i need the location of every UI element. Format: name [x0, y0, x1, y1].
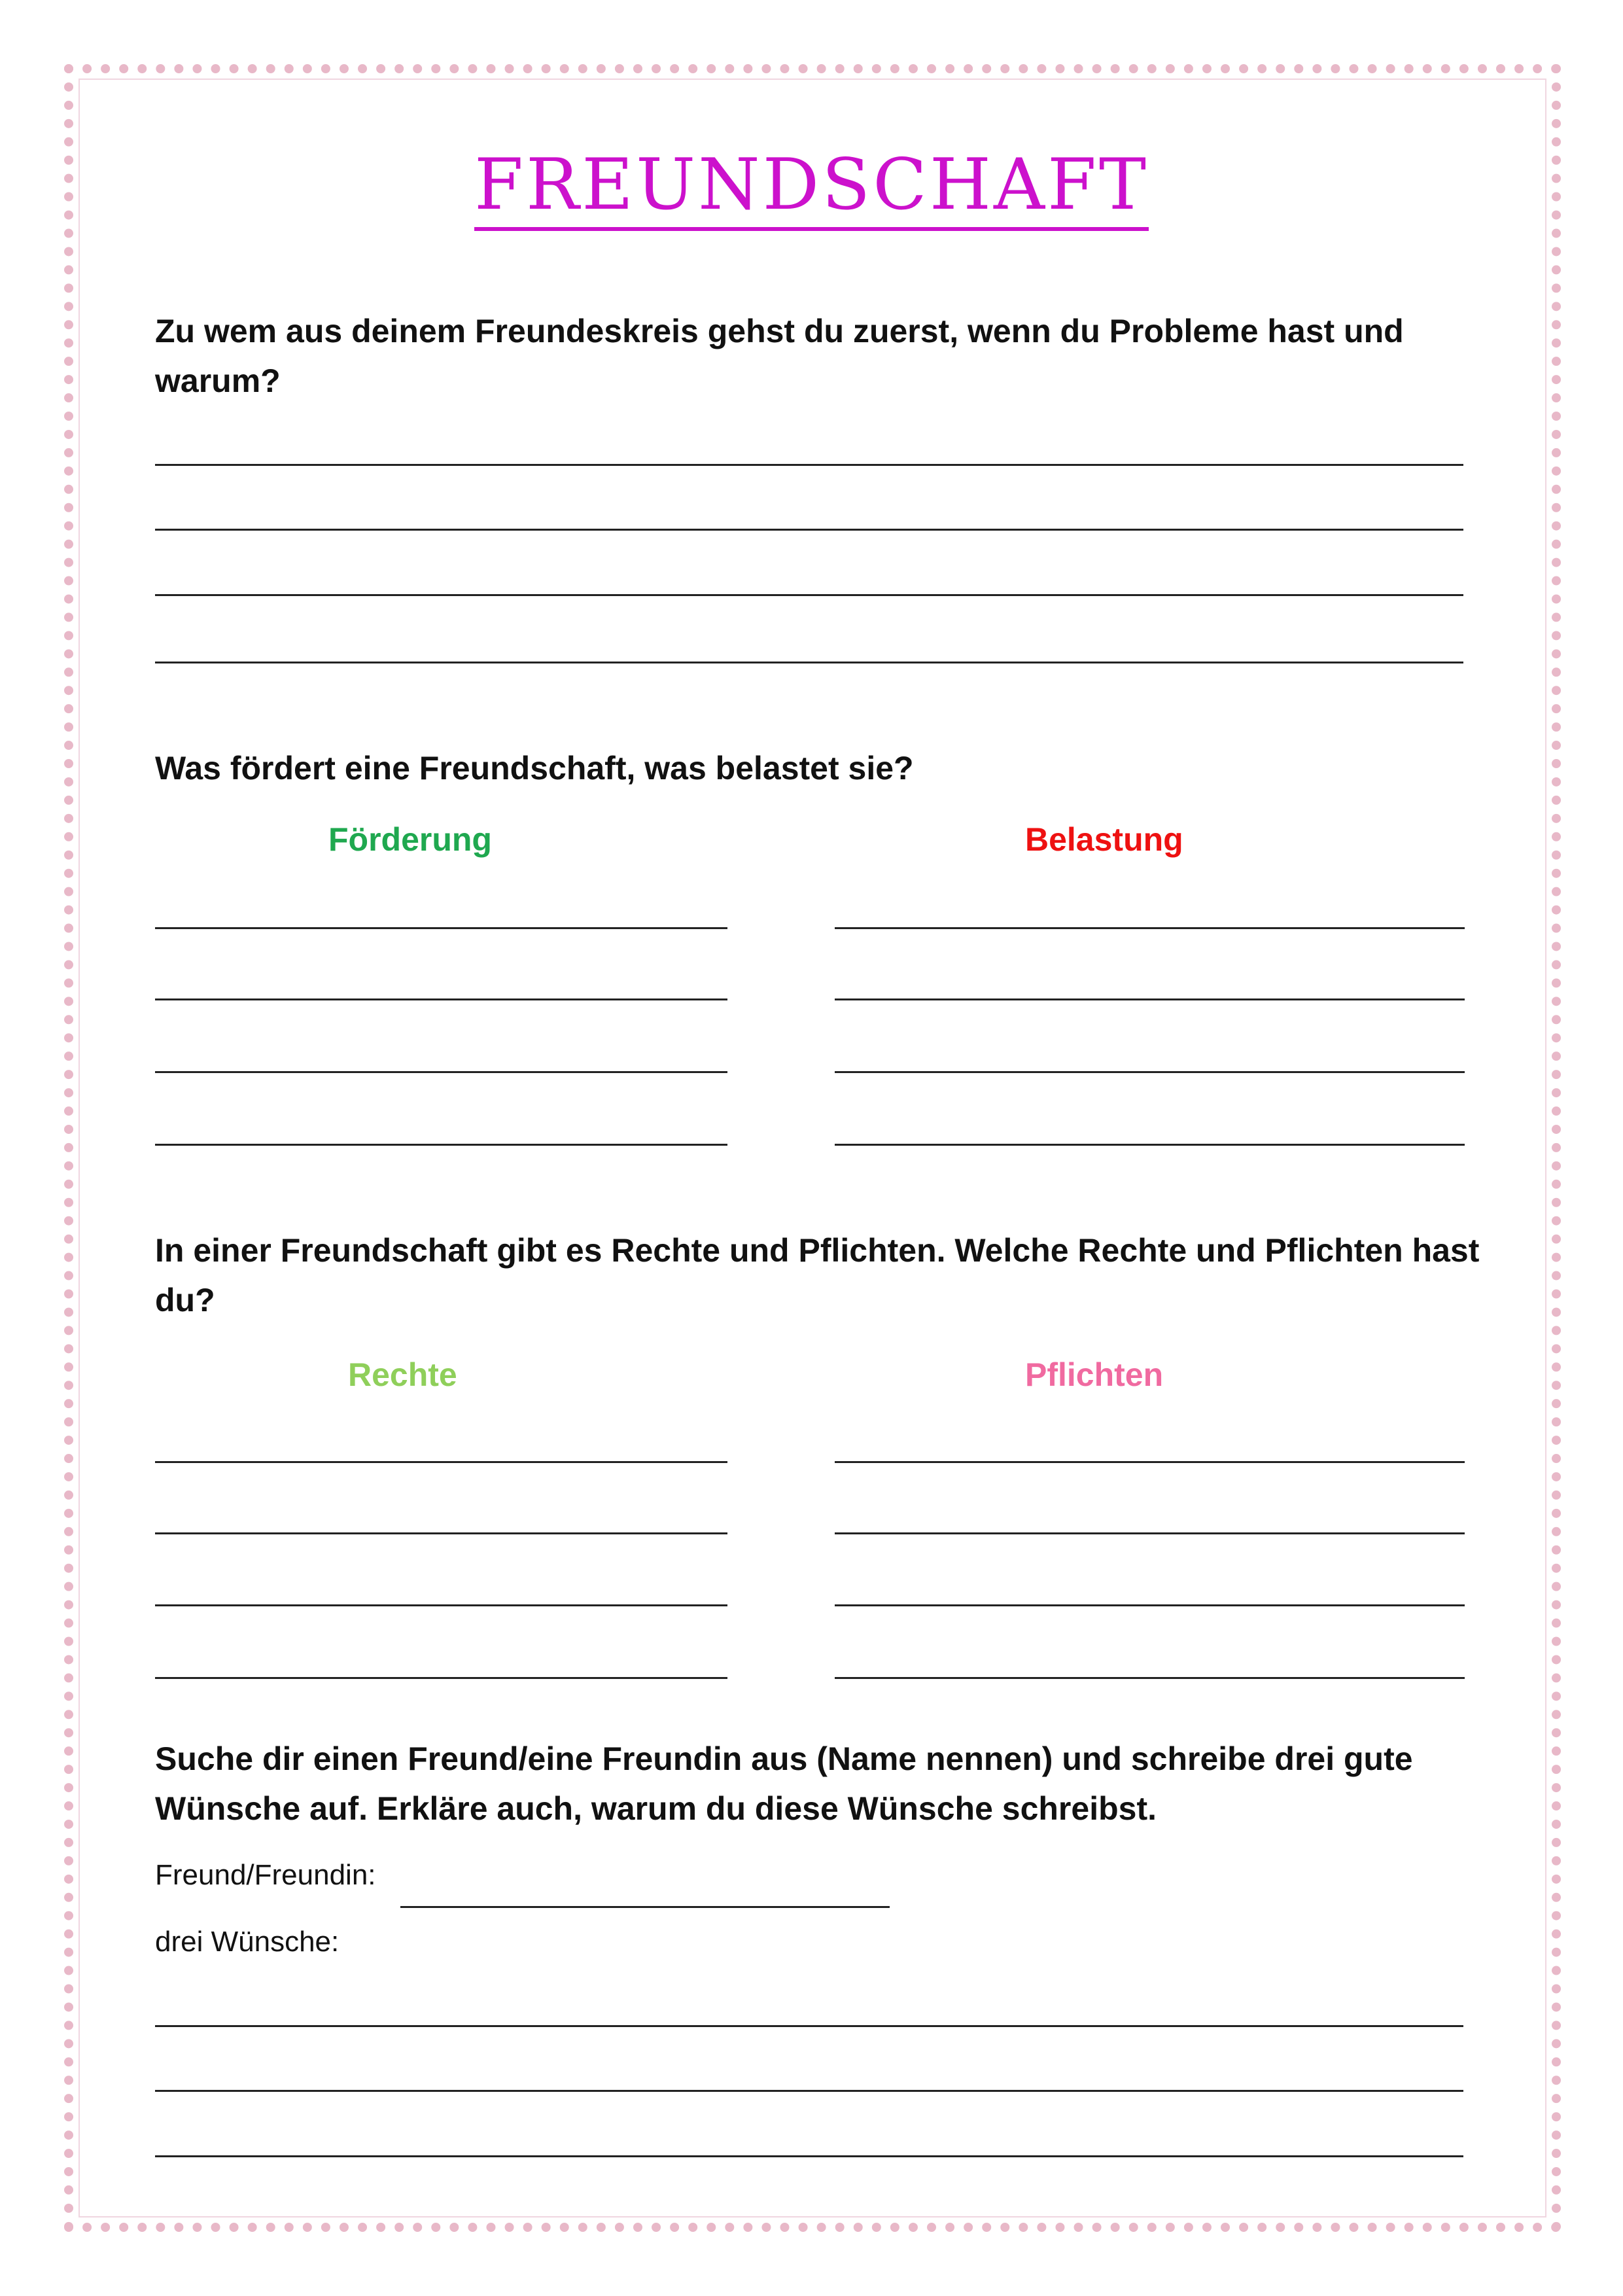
page-title [0, 144, 1623, 226]
answer-line-rechte[interactable] [155, 1532, 727, 1534]
wishes-label: drei Wünsche: [155, 1926, 340, 1958]
answer-line[interactable] [155, 662, 1463, 663]
answer-line-foerderung[interactable] [155, 927, 727, 929]
wish-line[interactable] [155, 2155, 1463, 2157]
answer-line-foerderung[interactable] [155, 998, 727, 1000]
page-title-text: FREUNDSCHAFT [474, 144, 1149, 231]
answer-line-pflichten[interactable] [835, 1461, 1465, 1463]
question-1: Zu wem aus deinem Freundeskreis gehst du zuerst, wenn du Probleme hast und warum? [155, 313, 1404, 399]
answer-line-pflichten[interactable] [835, 1604, 1465, 1606]
question-4: Suche dir einen Freund/eine Freundin aus (Name nennen) und schreibe drei gute Wünsche auf. Erkläre auch, warum du diese Wünsche schreibst. [155, 1740, 1413, 1827]
heading-rechte: Rechte [348, 1356, 457, 1393]
answer-line-rechte[interactable] [155, 1461, 727, 1463]
answer-line[interactable] [155, 529, 1463, 531]
question-3: In einer Freundschaft gibt es Rechte und Pflichten. Welche Rechte und Pflichten hast du? [155, 1232, 1480, 1318]
answer-line-belastung[interactable] [835, 927, 1465, 929]
answer-line-pflichten[interactable] [835, 1532, 1465, 1534]
question-2: Was fördert eine Freundschaft, was belastet sie? [155, 750, 914, 786]
answer-line-foerderung[interactable] [155, 1144, 727, 1146]
heading-belastung: Belastung [1025, 821, 1183, 858]
answer-line-rechte[interactable] [155, 1604, 727, 1606]
heading-foerderung: Förderung [328, 821, 492, 858]
friend-label: Freund/Freundin: [155, 1859, 376, 1891]
answer-line-belastung[interactable] [835, 1144, 1465, 1146]
wish-line[interactable] [155, 2090, 1463, 2092]
wish-line[interactable] [155, 2025, 1463, 2027]
answer-line-belastung[interactable] [835, 1071, 1465, 1073]
answer-line-pflichten[interactable] [835, 1677, 1465, 1679]
answer-line[interactable] [155, 464, 1463, 466]
answer-line-belastung[interactable] [835, 998, 1465, 1000]
friend-name-line[interactable] [400, 1906, 890, 1908]
heading-pflichten: Pflichten [1025, 1356, 1164, 1393]
answer-line[interactable] [155, 594, 1463, 596]
answer-line-rechte[interactable] [155, 1677, 727, 1679]
answer-line-foerderung[interactable] [155, 1071, 727, 1073]
